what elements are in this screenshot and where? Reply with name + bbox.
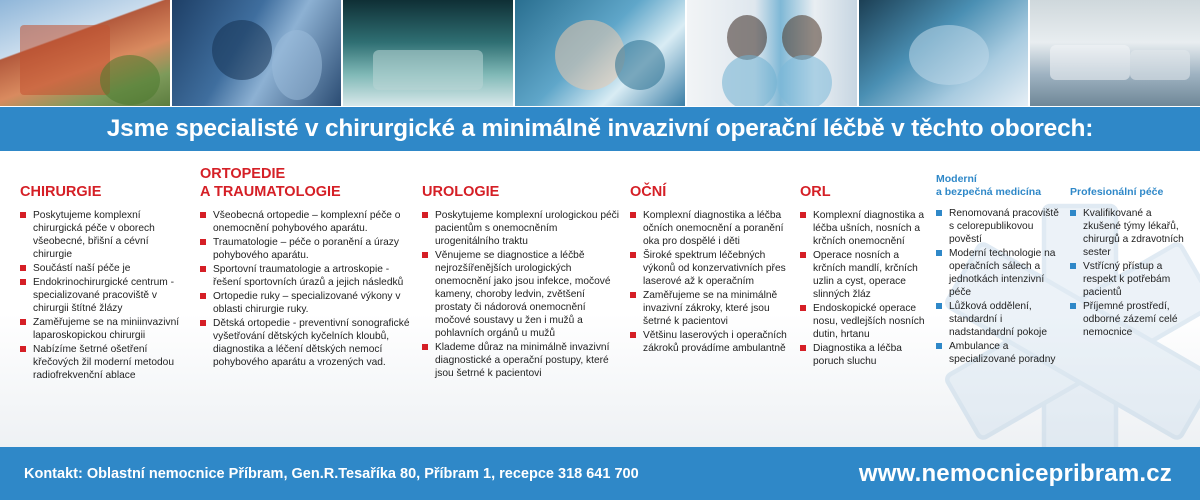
list-item: Vstřícný přístup a respekt k potřebám pacientů — [1070, 260, 1190, 299]
list-item: Zaměřujeme se na miniinvazivní laparoskopickou chirurgii — [20, 316, 188, 342]
list-item: Široké spektrum léčebných výkonů od konzervativních přes laserové až k operačním — [630, 249, 788, 288]
contact-info: Kontakt: Oblastní nemocnice Příbram, Gen.R.Tesaříka 80, Příbram 1, recepce 318 641 700 — [24, 465, 639, 482]
bullet-icon — [20, 265, 26, 271]
nurses-photo — [687, 0, 857, 106]
list-item: Dětská ortopedie - preventivní sonografické vyšetřování dětských kyčelních kloubů, diagnostika a léčení dětských nemocí pohybového aparátu a vrozených vad. — [200, 317, 410, 369]
bullet-icon — [20, 212, 26, 218]
list-item: Komplexní diagnostika a léčba ušních, nosních a krčních onemocnění — [800, 209, 926, 248]
bullet-icon — [200, 239, 206, 245]
list-item: Endoskopické operace nosu, vedlejších nosních dutin, hrtanu — [800, 302, 926, 341]
hospital-building-photo — [0, 0, 170, 106]
list-item: Nabízíme šetrné ošetření křečových žil moderní metodou radiofrekvenční ablace — [20, 343, 188, 382]
bullet-icon — [800, 252, 806, 258]
bullet-icon — [936, 303, 942, 309]
bullet-icon — [800, 212, 806, 218]
surgical-hands-photo — [859, 0, 1029, 106]
list-item: Ortopedie ruky – specializované výkony v oblasti chirurgie ruky. — [200, 290, 410, 316]
bullet-icon — [1070, 303, 1076, 309]
bullet-icon — [422, 344, 428, 350]
list-item: Ambulance a specializované poradny — [936, 340, 1062, 366]
list-item: Diagnostika a léčba poruch sluchu — [800, 342, 926, 368]
bullet-icon — [20, 279, 26, 285]
list-item: Většinu laserových i operačních zákroků provádíme ambulantně — [630, 329, 788, 355]
title-band — [0, 107, 1200, 151]
list-item: Operace nosních a krčních mandlí, krčních uzlin a cyst, operace slinných žláz — [800, 249, 926, 301]
bullet-icon — [422, 212, 428, 218]
bullet-icon — [630, 212, 636, 218]
list-item: Součástí naší péče je — [20, 262, 188, 275]
list-ocni — [630, 209, 788, 355]
column-urologie — [422, 183, 620, 381]
footer — [0, 447, 1200, 500]
heading-urologie: UROLOGIE — [422, 184, 500, 200]
heading-ocni: OČNÍ — [630, 184, 667, 200]
bullet-icon — [20, 319, 26, 325]
list-item: Všeobecná ortopedie – komplexní péče o onemocnění pohybového aparátu. — [200, 209, 410, 235]
list-item: Sportovní traumatologie a artroskopie - řešení sportovních úrazů a jejich následků — [200, 263, 410, 289]
bullet-icon — [1070, 263, 1076, 269]
list-item: Poskytujeme komplexní chirurgická péče v oborech všeobecné, břišní a cévní chirurgie — [20, 209, 188, 261]
list-item: Poskytujeme komplexní urologickou péči pacientům s onemocněním urogenitálního traktu — [422, 209, 620, 248]
bullet-icon — [422, 252, 428, 258]
list-profesionalni-pece — [1070, 207, 1190, 339]
bullet-icon — [200, 212, 206, 218]
list-item: Komplexní diagnostika a léčba očních onemocnění a poranění oka pro dospělé i děti — [630, 209, 788, 248]
list-moderni-medicina — [936, 207, 1062, 366]
page-title: Jsme specialisté v chirurgické a minimálně invazivní operační léčbě v těchto oborech: — [106, 115, 1094, 142]
list-item: Zaměřujeme se na minimálně invazivní zákroky, které jsou šetrné k pacientovi — [630, 289, 788, 328]
bullet-icon — [20, 346, 26, 352]
bullet-icon — [1070, 210, 1076, 216]
hospital-room-photo — [1030, 0, 1200, 106]
heading-chirurgie: CHIRURGIE — [20, 184, 102, 200]
list-item: Klademe důraz na minimálně invazivní diagnostické a operační postupy, které jsou šetrné k pacientovi — [422, 341, 620, 380]
column-moderni-medicina — [936, 173, 1062, 367]
list-urologie — [422, 209, 620, 380]
specialties-section — [0, 151, 1200, 447]
bullet-icon — [936, 250, 942, 256]
list-item: Moderní technologie na operačních sálech a jednotkách intenzivní péče — [936, 247, 1062, 299]
bullet-icon — [200, 266, 206, 272]
heading-orl: ORL — [800, 184, 831, 200]
bullet-icon — [800, 345, 806, 351]
list-orl — [800, 209, 926, 368]
bullet-icon — [936, 210, 942, 216]
list-item: Renomovaná pracoviště s celorepublikovou pověstí — [936, 207, 1062, 246]
bullet-icon — [936, 343, 942, 349]
list-item: Věnujeme se diagnostice a léčbě nejrozšířenějších urologických onemocnění jako jsou infekce, močové kameny, choroby ledvin, zvětšení prostaty či nádorová onemocnění močové soustavy u žen i mužů a pohlavních orgánů u mužů — [422, 249, 620, 340]
heading-ortopedie: ORTOPEDIE A TRAUMATOLOGIE — [200, 166, 341, 200]
operating-room-photo — [343, 0, 513, 106]
bullet-icon — [630, 252, 636, 258]
column-orl — [800, 183, 926, 369]
list-item: Kvalifikované a zkušené týmy lékařů, chirurgů a zdravotních sester — [1070, 207, 1190, 259]
column-ortopedie — [200, 165, 410, 370]
photo-strip — [0, 0, 1200, 106]
heading-profesionalni-pece: Profesionální péče — [1070, 186, 1164, 198]
bullet-icon — [800, 305, 806, 311]
list-item: Endokrinochirurgické centrum - specializované pracoviště v chirurgii štítné žlázy — [20, 276, 188, 315]
bullet-icon — [630, 332, 636, 338]
list-item: Lůžková oddělení, standardní i nadstandardní pokoje — [936, 300, 1062, 339]
surgery-closeup-photo — [515, 0, 685, 106]
list-item: Příjemné prostředí, odborné zázemí celé nemocnice — [1070, 300, 1190, 339]
column-ocni — [630, 183, 788, 356]
list-item: Traumatologie – péče o poranění a úrazy pohybového aparátu. — [200, 236, 410, 262]
bullet-icon — [200, 293, 206, 299]
website-link[interactable]: www.nemocnicepribram.cz — [858, 459, 1172, 487]
bullet-icon — [630, 292, 636, 298]
bullet-icon — [200, 320, 206, 326]
heading-moderni-medicina: Moderní a bezpečná medicína — [936, 173, 1042, 198]
column-chirurgie — [20, 183, 188, 383]
surgeons-microscope-photo — [172, 0, 342, 106]
column-profesionalni-pece — [1070, 186, 1190, 340]
list-chirurgie — [20, 209, 188, 382]
list-ortopedie — [200, 209, 410, 369]
